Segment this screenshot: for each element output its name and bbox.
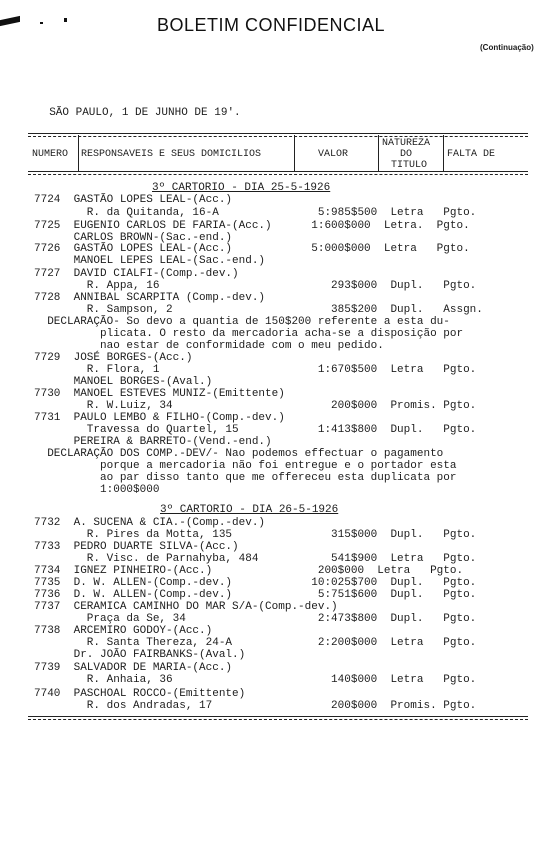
entry-line: R. Anhaia, 36 140$000 Letra Pgto. <box>34 674 477 686</box>
table-top-rule-dashed <box>28 136 528 137</box>
entry-line: 7726 GASTÃO LOPES LEAL-(Acc.) 5:000$000 Letra Pgto. <box>34 243 470 255</box>
column-header-numero: NUMERO <box>32 149 69 160</box>
entry-line: 7727 DAVID CIALFI-(Comp.-dev.) <box>34 268 239 280</box>
date-text: SÃO PAULO, 1 DE JUNHO DE 19 <box>49 107 228 119</box>
entry-line: R. dos Andradas, 17 200$000 Promis. Pgto. <box>34 700 477 712</box>
entry-line: R. Flora, 1 1:670$500 Letra Pgto. <box>34 364 477 376</box>
entry-line: R. Santa Thereza, 24-A 2:200$000 Letra Pgto. <box>34 637 477 649</box>
section-heading: 3º CARTORIO - DIA 25-5-1926 <box>152 182 331 194</box>
entry-line: 7728 ANNIBAL SCARPITA (Comp.-dev.) <box>34 292 266 304</box>
column-divider <box>378 135 379 172</box>
column-divider <box>443 135 444 172</box>
entry-line: R. Sampson, 2 385$200 Dupl. Assgn. <box>34 304 483 316</box>
entry-line: MANOEL LEPES LEAL-(Sac.-end.) <box>34 255 266 267</box>
declaration-line: 1:000$000 <box>34 484 160 496</box>
entry-line: 7730 MANOEL ESTEVES MUNIZ-(Emittente) <box>34 388 285 400</box>
entry-line: 7735 D. W. ALLEN-(Comp.-dev.) 10:025$700 Dupl. Pgto. <box>34 577 477 589</box>
entry-line: Travessa do Quartel, 15 1:413$800 Dupl. Pgto. <box>34 424 477 436</box>
entry-line: PEREIRA & BARRETO-(Vend.-end.) <box>34 436 272 448</box>
table-top-rule <box>28 133 528 134</box>
entry-line: 7740 PASCHOAL ROCCO-(Emittente) <box>34 688 246 700</box>
table-header-bottom-rule-dashed <box>28 174 528 175</box>
entry-line: 7729 JOSÉ BORGES-(Acc.) <box>34 352 193 364</box>
declaration-line: porque a mercadoria não foi entregue e o portador esta <box>34 460 457 472</box>
entry-line: Dr. JOÃO FAIRBANKS-(Aval.) <box>34 649 246 661</box>
entry-line: MANOEL BORGES-(Aval.) <box>34 376 213 388</box>
column-divider <box>294 135 295 172</box>
entry-line: 7732 A. SUCENA & CIA.-(Comp.-dev.) <box>34 517 266 529</box>
scan-dot <box>64 18 67 22</box>
continuation-label: (Continuação) <box>480 43 534 52</box>
scan-dot <box>40 22 43 24</box>
date-tail: '. <box>227 107 241 119</box>
entry-line: R. Visc. de Parnahyba, 484 541$900 Letra Pgto. <box>34 553 477 565</box>
scan-mark <box>0 16 20 26</box>
entry-line: R. W.Luiz, 34 200$000 Promis. Pgto. <box>34 400 477 412</box>
column-header-natureza-3: TITULO <box>391 160 428 171</box>
column-header-falta: FALTA DE <box>447 149 496 160</box>
declaration-line: DECLARAÇÃO- So devo a quantia de 150$200 referente a esta du- <box>34 316 450 328</box>
declaration-line: DECLARAÇÃO DOS COMP.-DEV/- Nao podemos effectuar o pagamento <box>34 448 444 460</box>
declaration-line: ao par disso tanto que me offereceu esta duplicata por <box>34 472 457 484</box>
table-header-bottom-rule <box>28 171 528 172</box>
table-bottom-rule-dashed <box>28 719 528 720</box>
document-title: BOLETIM CONFIDENCIAL <box>157 15 386 35</box>
section-heading: 3º CARTORIO - DIA 26-5-1926 <box>160 504 339 516</box>
column-header-valor: VALOR <box>318 149 349 160</box>
entry-line: R. Pires da Motta, 135 315$000 Dupl. Pgto. <box>34 529 477 541</box>
entry-line: 7731 PAULO LEMBO & FILHO-(Comp.-dev.) <box>34 412 285 424</box>
entry-line: 7733 PEDRO DUARTE SILVA-(Acc.) <box>34 541 239 553</box>
entry-line: 7725 EUGENIO CARLOS DE FARIA-(Acc.) 1:600$000 Letra. Pgto. <box>34 220 470 232</box>
declaration-line: nao estar de conformidade com o meu pedido. <box>34 340 384 352</box>
entry-line: 7736 D. W. ALLEN-(Comp.-dev.) 5:751$600 Dupl. Pgto. <box>34 589 477 601</box>
date-line <box>36 95 241 119</box>
table-bottom-rule <box>28 716 528 717</box>
entry-line: CARLOS BROWN-(Sac.-end.) <box>34 232 233 244</box>
column-divider <box>78 135 79 172</box>
column-header-responsaveis: RESPONSAVEIS E SEUS DOMICILIOS <box>81 149 262 160</box>
entry-line: 7738 ARCEMIRO GODOY-(Acc.) <box>34 625 213 637</box>
entry-line: 7724 GASTÃO LOPES LEAL-(Acc.) <box>34 194 233 206</box>
entry-line: R. da Quitanda, 16-A 5:985$500 Letra Pgto. <box>34 207 477 219</box>
entry-line: 7737 CERAMICA CAMINHO DO MAR S/A-(Comp.-dev.) <box>34 601 338 613</box>
declaration-line: plicata. O resto da mercadoria acha-se a disposição por <box>34 328 464 340</box>
entry-line: 7739 SALVADOR DE MARIA-(Acc.) <box>34 662 233 674</box>
entry-line: Praça da Se, 34 2:473$800 Dupl. Pgto. <box>34 613 477 625</box>
column-header-natureza-2: DO <box>400 149 413 160</box>
entry-line: 7734 IGNEZ PINHEIRO-(Acc.) 200$000 Letra Pgto. <box>34 565 464 577</box>
entry-line: R. Appa, 16 293$000 Dupl. Pgto. <box>34 280 477 292</box>
column-header-natureza-1: NATUREZA <box>382 138 431 149</box>
